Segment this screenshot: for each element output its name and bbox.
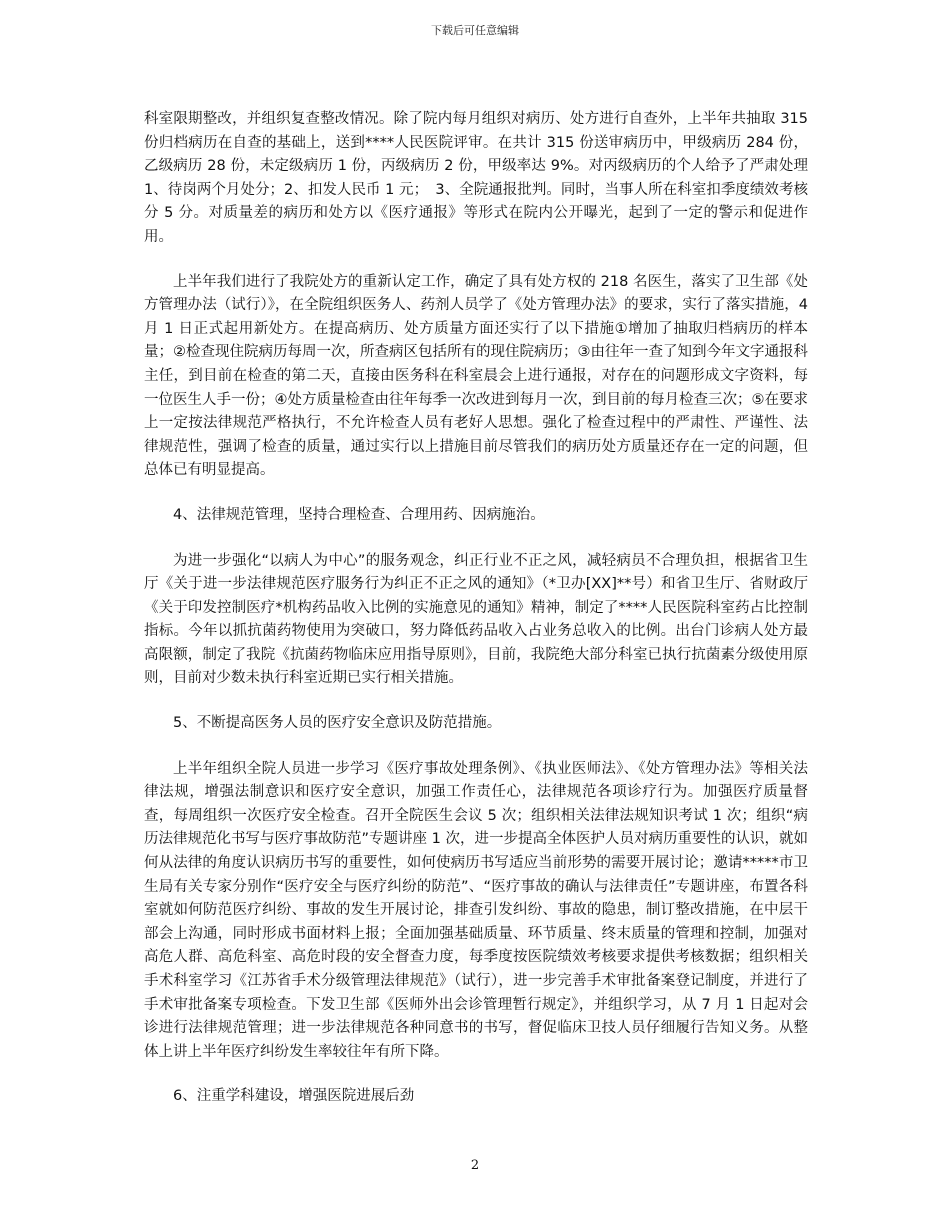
page-header: 下载后可任意编辑 (431, 24, 519, 37)
paragraph-prescription-review: 上半年我们进行了我院处方的重新认定工作，确定了具有处方权的 218 名医生，落实了卫生部《处方管理办法（试行）》，在全院组织医务人、药剂人员学了《处方管理办法》的要求，实行了落实措施，4 月 1 日正式起用新处方。在提高病历、处方质量方面还实行了以下措施①增加了抽取归档病历的样本量；②检查现住院病历每周一次，所查病区包括所有的现住院病历；③由往年一查了知到今年文字通报科主任，到目前在检查的第二天，直接由医务科在科室晨会上进行通报，对存在的问题形成文字资料，每一位医生人手一份；④处方质量检查由往年每季一次改进到每月一次，到目前的每月检查三次；⑤在要求上一定按法律规范严格执行，不允许检查人员有老好人思想。强化了检查过程中的严肃性、严谨性、法律规范性，强调了检查的质量，通过实行以上措施目前尽管我们的病历处方质量还存在一定的问题，但总体已有明显提高。 (144, 273, 808, 479)
section-heading-6: 6、注重学科建设，增强医院进展后劲 (173, 1088, 415, 1105)
paragraph-medical-safety: 上半年组织全院人员进一步学习《医疗事故处理条例》、《执业医师法》、《处方管理办法》等相关法律法规，增强法制意识和医疗安全意识，加强工作责任心，法律规范各项诊疗行为。加强医疗质量督查，每周组织一次医疗安全检查。召开全院医生会议 5 次；组织相关法律法规知识考试 1 次；组织“病历法律规范化书写与医疗事故防范”专题讲座 1 次，进一步提高全体医护人员对病历重要性的认识，就如何从法律的角度认识病历书写的重要性，如何使病历书写适应当前形势的需要开展讨论；邀请*****市卫生局有关专家分别作“医疗安全与医疗纠纷的防范”、“医疗事故的确认与法律责任”专题讲座，布置各科室就如何防范医疗纠纷、事故的发生开展讨论，排查引发纠纷、事故的隐患，制订整改措施，在中层干部会上沟通，同时形成书面材料上报；全面加强基础质量、环节质量、终末质量的管理和控制，加强对高危人群、高危科室、高危时段的安全督查力度，每季度按医院绩效考核要求提供考核数据；组织相关手术科室学习《江苏省手术分级管理法律规范》（试行），进一步完善手术审批备案登记制度，并进行了手术审批备案专项检查。下发卫生部《医师外出会诊管理暂行规定》，并组织学习，从 7 月 1 日起对会诊进行法律规范管理；进一步法律规范各种同意书的书写，督促临床卫技人员仔细履行告知义务。从整体上讲上半年医疗纠纷发生率较往年有所下降。 (144, 760, 808, 1060)
section-heading-5: 5、不断提高医务人员的医疗安全意识及防范措施。 (173, 715, 502, 732)
section-heading-4: 4、法律规范管理，坚持合理检查、合理用药、因病施治。 (173, 506, 545, 523)
paragraph-continuation: 科室限期整改，并组织复查整改情况。除了院内每月组织对病历、处方进行自查外，上半年共抽取 315 份归档病历在自查的基础上，送到****人民医院评审。在共计 315 份送审病历中，甲级病历 284 份，乙级病历 28 份，未定级病历 1 份，丙级病历 2 份，甲级率达 9%。对丙级病历的个人给予了严肃处理 1、待岗两个月处分；2、扣发人民币 1 元； 3、全院通报批判。同时，当事人所在科室扣季度绩效考核分 5 分。对质量差的病历和处方以《医疗通报》等形式在院内公开曝光，起到了一定的警示和促进作用。 (144, 111, 808, 245)
page-number: 2 (470, 1158, 480, 1173)
document-body (144, 108, 808, 1131)
paragraph-rational-medication: 为进一步强化“以病人为中心”的服务观念，纠正行业不正之风，减轻病员不合理负担，根据省卫生厅《关于进一步法律规范医疗服务行为纠正不正之风的通知》（*卫办[XX]**号）和省卫生厅、省财政厅《关于印发控制医疗*机构药品收入比例的实施意见的通知》精神，制定了****人民医院科室药占比控制指标。今年以抓抗菌药物使用为突破口，努力降低药品收入占业务总收入的比例。出台门诊病人处方最高限额，制定了我院《抗菌药物临床应用指导原则》，目前，我院绝大部分科室已执行抗菌素分级使用原则，目前对少数未执行科室近期已实行相关措施。 (144, 552, 808, 687)
